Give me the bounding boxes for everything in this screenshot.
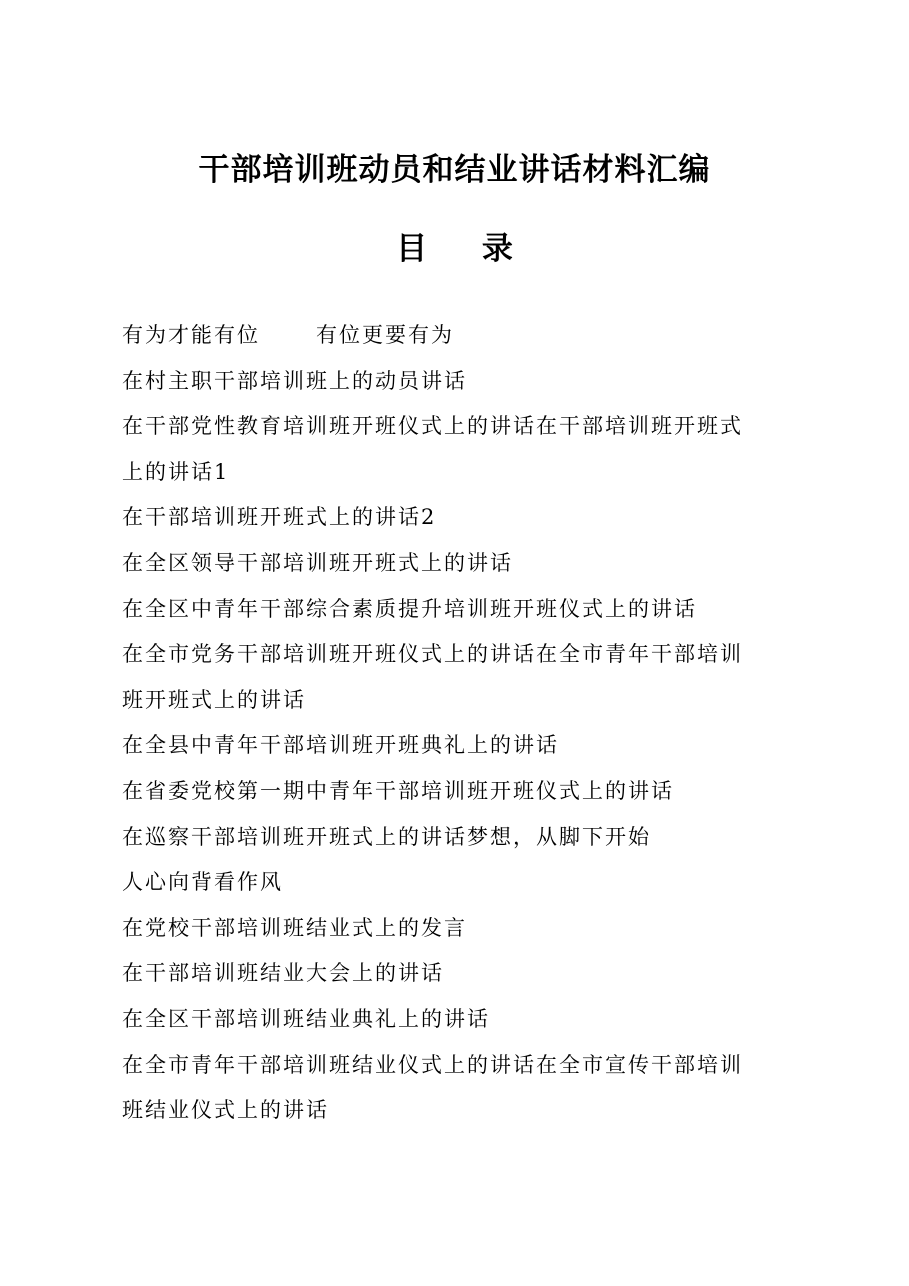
- document-title: 干部培训班动员和结业讲话材料汇编: [198, 152, 711, 188]
- toc-item-continuation: 班结业仪式上的讲话: [122, 1098, 329, 1123]
- toc-item-continuation: 班开班式上的讲话: [122, 687, 306, 712]
- toc-item: 人心向背看作风: [122, 870, 283, 895]
- toc-item: 在巡察干部培训班开班式上的讲话梦想，从脚下开始: [122, 824, 651, 849]
- toc-item-continuation: 上的讲话1: [122, 459, 230, 484]
- toc-item: 在干部培训班开班式上的讲话2: [122, 505, 437, 530]
- toc-list: [122, 313, 798, 1134]
- toc-item-part: 有位更要有为: [316, 323, 454, 347]
- toc-item: 在全县中青年干部培训班开班典礼上的讲话: [122, 733, 559, 758]
- toc-item: 在干部党性教育培训班开班仪式上的讲话在干部培训班开班式: [122, 414, 743, 439]
- toc-item: 在全区领导干部培训班开班式上的讲话: [122, 550, 513, 575]
- toc-item: 在全市青年干部培训班结业仪式上的讲话在全市宣传干部培训: [122, 1052, 743, 1077]
- toc-item: 在省委党校第一期中青年干部培训班开班仪式上的讲话: [122, 778, 674, 803]
- toc-item: 在干部培训班结业大会上的讲话: [122, 961, 444, 986]
- toc-item: 在全市党务干部培训班开班仪式上的讲话在全市青年干部培训: [122, 642, 743, 667]
- toc-item: [122, 313, 798, 359]
- toc-item: 在全区干部培训班结业典礼上的讲话: [122, 1006, 490, 1031]
- toc-item: 在党校干部培训班结业式上的发言: [122, 915, 467, 940]
- toc-item: 在全区中青年干部综合素质提升培训班开班仪式上的讲话: [122, 596, 697, 621]
- toc-heading: 目 录: [396, 231, 535, 267]
- toc-item-part: 有为才能有位: [122, 323, 260, 347]
- toc-item: 在村主职干部培训班上的动员讲话: [122, 368, 467, 393]
